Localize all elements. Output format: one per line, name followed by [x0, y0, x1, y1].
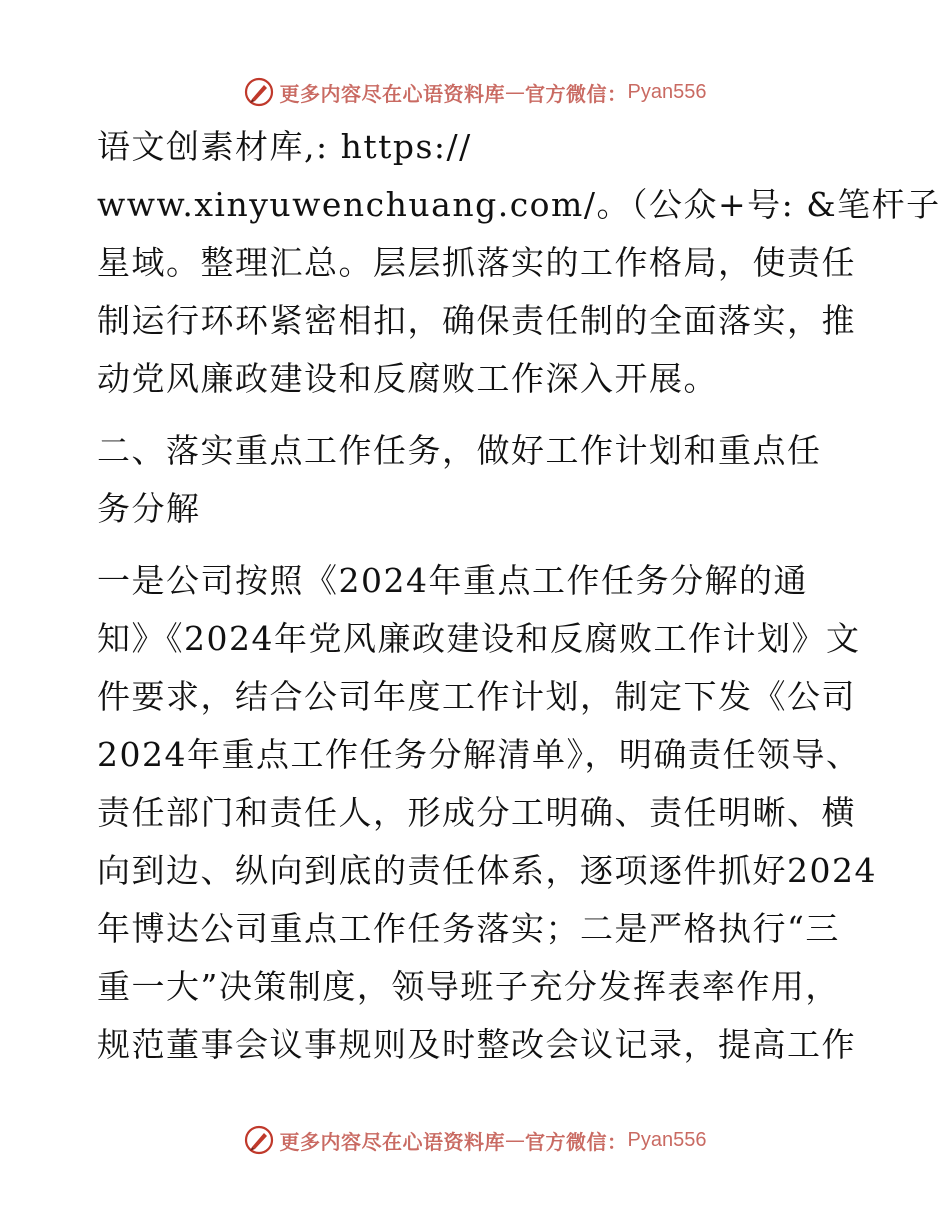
pen-logo-icon	[244, 1125, 274, 1155]
pen-logo-icon	[244, 77, 274, 107]
watermark-wechat-label: 官方微信：	[525, 1129, 628, 1154]
body-line: 语文创素材库,: https://	[97, 127, 472, 166]
body-line: 年博达公司重点工作任务落实；二是严格执行“三	[97, 909, 840, 948]
watermark-separator: —	[505, 80, 526, 104]
watermark-wechat-id: Pyan556	[627, 80, 707, 103]
watermark-separator: —	[505, 1128, 526, 1152]
watermark-wechat-label: 官方微信：	[525, 81, 628, 106]
header-watermark	[0, 72, 950, 112]
document-body	[97, 118, 941, 1074]
body-line: 责任部门和责任人，形成分工明确、责任明晰、横	[97, 793, 856, 832]
body-line: 动党风廉政建设和反腐败工作深入开展。	[97, 359, 718, 398]
body-line: www.xinyuwenchuang.com/。（公众+号: &笔杆子	[97, 185, 941, 224]
body-line: 件要求，结合公司年度工作计划，制定下发《公司	[97, 677, 856, 716]
watermark-text: 更多内容尽在心语资料库	[279, 1129, 506, 1154]
body-line: 制运行环环紧密相扣，确保责任制的全面落实，推	[97, 301, 856, 340]
watermark-text: 更多内容尽在心语资料库	[279, 81, 506, 106]
watermark-wechat-id: Pyan556	[627, 1128, 707, 1151]
footer-watermark	[0, 1120, 950, 1160]
body-line: 规范董事会议事规则及时整改会议记录，提高工作	[97, 1025, 856, 1064]
body-line: 知》《2024年党风廉政建设和反腐败工作计划》文	[97, 619, 861, 658]
body-line: 向到边、纵向到底的责任体系，逐项逐件抓好2024	[97, 851, 877, 890]
section-heading: 二、落实重点工作任务，做好工作计划和重点任	[97, 431, 822, 470]
body-line: 2024年重点工作任务分解清单》，明确责任领导、	[97, 735, 861, 774]
section-heading: 务分解	[97, 489, 201, 528]
body-line: 重一大”决策制度，领导班子充分发挥表率作用，	[97, 967, 840, 1006]
body-line: 一是公司按照《2024年重点工作任务分解的通	[97, 561, 808, 600]
body-line: 星域。整理汇总。层层抓落实的工作格局，使责任	[97, 243, 856, 282]
